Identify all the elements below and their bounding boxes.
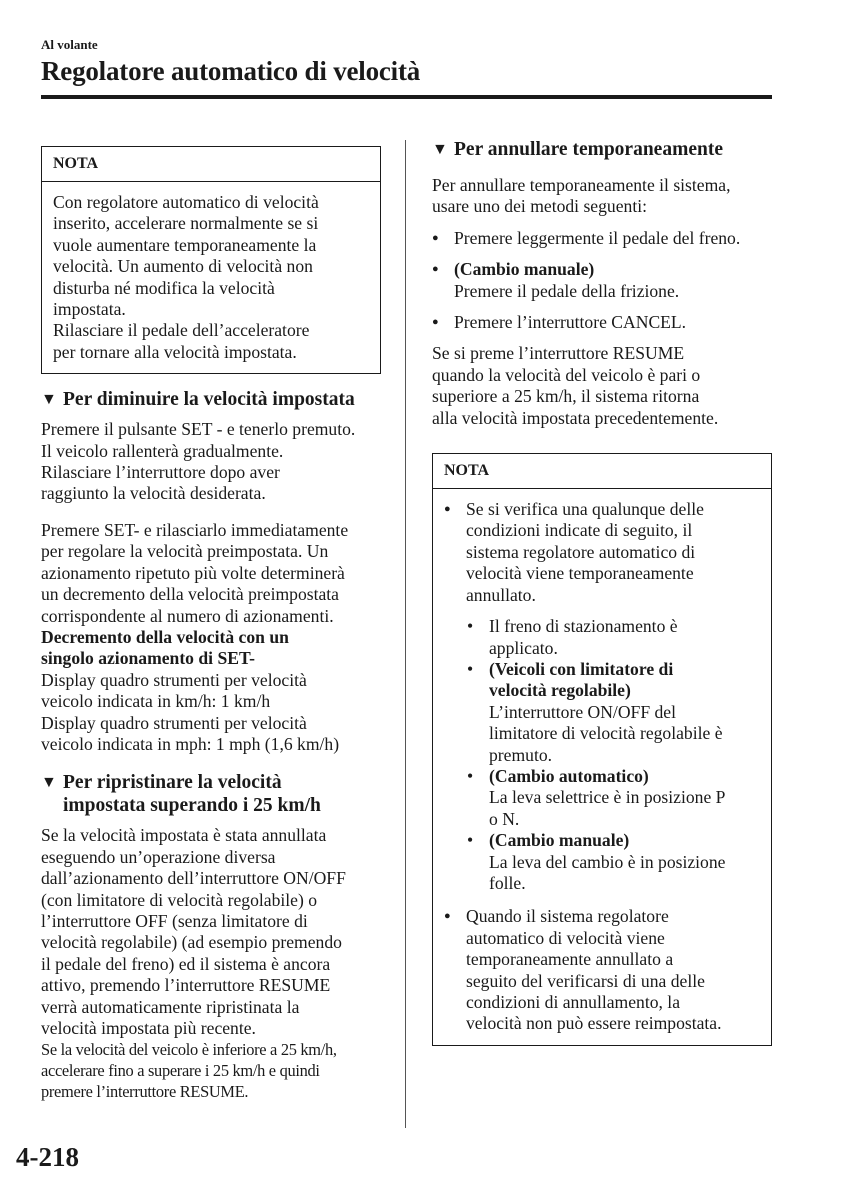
paragraph	[41, 520, 381, 755]
text-line: per regolare la velocità preimpostata. Un	[41, 541, 329, 562]
text-line: veicolo indicata in km/h: 1 km/h	[41, 691, 271, 712]
section-heading-ripristinare	[41, 771, 381, 817]
bold-line: velocità regolabile)	[489, 680, 631, 701]
list-item	[444, 499, 760, 894]
sub-list-item	[467, 616, 760, 659]
text-line: Premere SET- e rilasciarlo immediatamente	[41, 519, 349, 540]
text-line: Se la velocità impostata è stata annullata	[41, 825, 327, 846]
nota-box-right	[432, 453, 772, 1046]
text-line: condizioni indicate di seguito, il	[466, 520, 693, 541]
text-line: velocità. Un aumento di velocità non	[53, 256, 313, 277]
text-line: sistema regolatore automatico di	[466, 541, 696, 562]
text-line: azionamento ripetuto più volte determinerà	[41, 562, 345, 583]
paragraph	[432, 175, 772, 218]
text-line: Se si verifica una qualunque delle	[466, 499, 704, 520]
list-item-text: Premere leggermente il pedale del freno.	[454, 227, 741, 248]
heading-line: impostata superando i 25 km/h	[63, 795, 321, 817]
text-line: Premere il pulsante SET - e tenerlo premuto.	[41, 419, 356, 440]
text-line: il pedale del freno) ed il sistema è ancora	[41, 953, 331, 974]
right-column	[432, 138, 772, 1046]
text-line: Se la velocità del veicolo è inferiore a 25 km/h,	[41, 1040, 337, 1060]
text-line: usare uno dei metodi seguenti:	[432, 196, 647, 217]
triangle-icon: ▼	[41, 391, 57, 409]
text-line: temporaneamente annullato a	[466, 949, 674, 970]
text-line: alla velocità impostata precedentemente.	[432, 407, 719, 428]
bold-line: singolo azionamento di SET-	[41, 648, 255, 669]
heading-text	[63, 771, 321, 817]
list-item-bold: (Cambio manuale)	[454, 259, 595, 280]
text-line: vuole aumentare temporaneamente la	[53, 234, 317, 255]
text-line: velocità viene temporaneamente	[466, 563, 694, 584]
page-title: Regolatore automatico di velocità	[41, 56, 421, 86]
text-line: accelerare fino a superare i 25 km/h e quindi	[41, 1061, 320, 1081]
bold-line: (Veicoli con limitatore di	[489, 658, 674, 679]
text-line: applicato.	[489, 637, 558, 658]
title-rule	[41, 95, 772, 99]
text-line: veicolo indicata in mph: 1 mph (1,6 km/h)	[41, 733, 340, 754]
sub-list-item	[467, 830, 760, 894]
nota-text	[42, 182, 380, 373]
triangle-icon: ▼	[41, 774, 57, 792]
bullet-icon: ●	[432, 231, 439, 244]
text-line: Rilasciare il pedale dell’acceleratore	[53, 320, 310, 341]
section-heading-diminuire	[41, 388, 381, 411]
text-line: raggiunto la velocità desiderata.	[41, 483, 266, 504]
text-line: Con regolatore automatico di velocità	[53, 192, 319, 212]
text-line: un decremento della velocità preimpostata	[41, 584, 339, 605]
bullet-icon: ●	[432, 316, 439, 329]
sub-bullet-icon: •	[467, 830, 474, 851]
nota-label: NOTA	[433, 454, 771, 489]
bullet-list	[432, 228, 772, 334]
list-item	[444, 906, 760, 1034]
heading-text: Per diminuire la velocità impostata	[63, 389, 355, 411]
paragraph	[41, 419, 381, 505]
text-line: Quando il sistema regolatore	[466, 906, 669, 927]
column-divider	[405, 140, 406, 1128]
text-line: seguito del verificarsi di una delle	[466, 970, 705, 991]
list-item-text: Premere l’interruttore CANCEL.	[454, 312, 687, 333]
list-item-text: Premere il pedale della frizione.	[454, 280, 680, 301]
text-line: premere l’interruttore RESUME.	[41, 1082, 249, 1102]
text-line: Il veicolo rallenterà gradualmente.	[41, 440, 284, 461]
sub-list	[467, 616, 760, 894]
text-line: o N.	[489, 808, 520, 829]
text-line: l’interruttore OFF (senza limitatore di	[41, 910, 308, 931]
text-line: Rilasciare l’interruttore dopo aver	[41, 462, 280, 483]
section-heading-annullare	[432, 138, 772, 161]
paragraph	[432, 343, 772, 429]
heading-text: Per annullare temporaneamente	[454, 139, 723, 160]
bullet-icon: ●	[444, 503, 451, 516]
text-line: limitatore di velocità regolabile è	[489, 723, 723, 744]
text-line: premuto.	[489, 744, 553, 765]
bold-line: (Cambio automatico)	[489, 765, 649, 786]
triangle-icon: ▼	[432, 141, 448, 158]
list-item	[432, 312, 772, 333]
left-column	[41, 146, 381, 1102]
text-line: L’interruttore ON/OFF del	[489, 701, 676, 722]
text-line: folle.	[489, 872, 526, 893]
text-line: annullato.	[466, 584, 536, 605]
nota-list	[444, 499, 760, 1035]
list-item	[432, 228, 772, 249]
text-line: automatico di velocità viene	[466, 927, 665, 948]
text-line: quando la velocità del veicolo è pari o	[432, 364, 701, 385]
text-line: verrà automaticamente ripristinata la	[41, 996, 300, 1017]
text-line: dall’azionamento dell’interruttore ON/OFF	[41, 868, 346, 889]
sub-bullet-icon: •	[467, 658, 474, 679]
text-line: impostata.	[53, 299, 126, 320]
text-line: condizioni di annullamento, la	[466, 992, 681, 1012]
text-line: Se si preme l’interruttore RESUME	[432, 343, 685, 364]
text-line: eseguendo un’operazione diversa	[41, 846, 276, 867]
breadcrumb: Al volante	[41, 37, 98, 52]
sub-bullet-icon: •	[467, 616, 474, 637]
paragraph	[41, 825, 381, 1102]
bold-line: Decremento della velocità con un	[41, 626, 289, 647]
text-line: velocità regolabile) (ad esempio premendo	[41, 932, 342, 953]
text-line: per tornare alla velocità impostata.	[53, 341, 297, 362]
text-line: inserito, accelerare normalmente se si	[53, 213, 319, 234]
sub-list-item	[467, 766, 760, 830]
text-line: Per annullare temporaneamente il sistema,	[432, 175, 731, 195]
heading-line: Per ripristinare la velocità	[63, 772, 282, 794]
list-item	[432, 259, 772, 302]
text-line: velocità impostata più recente.	[41, 1018, 256, 1038]
text-line: La leva del cambio è in posizione	[489, 851, 726, 872]
text-line: attivo, premendo l’interruttore RESUME	[41, 975, 331, 996]
bullet-icon: ●	[444, 910, 451, 923]
text-line: Il freno di stazionamento è	[489, 616, 678, 637]
text-line: superiore a 25 km/h, il sistema ritorna	[432, 386, 700, 407]
text-line: corrispondente al numero di azionamenti.	[41, 605, 334, 626]
nota-box-left	[41, 146, 381, 374]
text-line: Display quadro strumenti per velocità	[41, 669, 307, 690]
sub-bullet-icon: •	[467, 765, 474, 786]
text-line: La leva selettrice è in posizione P	[489, 787, 726, 808]
text-line: Display quadro strumenti per velocità	[41, 712, 307, 733]
sub-list-item	[467, 659, 760, 766]
text-line: disturba né modifica la velocità	[53, 277, 275, 298]
nota-label: NOTA	[42, 147, 380, 182]
bold-line: (Cambio manuale)	[489, 830, 630, 851]
page-number: 4-218	[16, 1142, 79, 1172]
text-line: (con limitatore di velocità regolabile) o	[41, 889, 318, 910]
bullet-icon: ●	[432, 263, 439, 276]
nota-text	[433, 489, 771, 1045]
text-line: velocità non può essere reimpostata.	[466, 1013, 722, 1034]
